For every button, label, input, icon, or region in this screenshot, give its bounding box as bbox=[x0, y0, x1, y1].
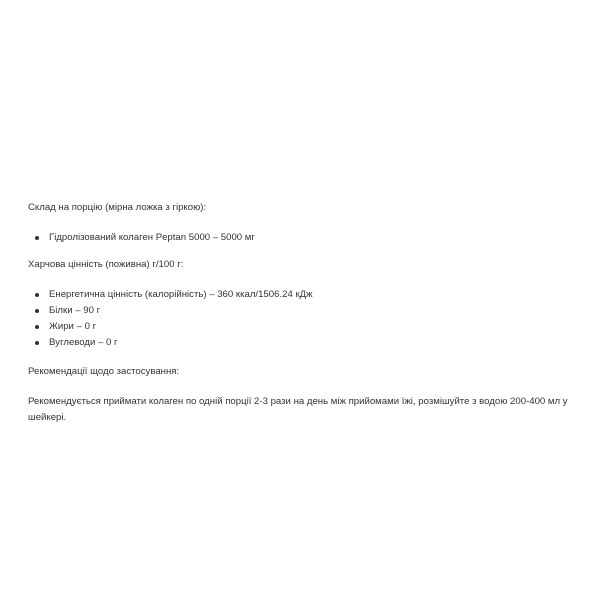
nutrition-list bbox=[28, 287, 576, 350]
bullet-icon bbox=[35, 236, 39, 240]
product-description bbox=[28, 200, 576, 440]
list-item bbox=[28, 319, 576, 334]
bullet-icon bbox=[35, 325, 39, 329]
nutrition-heading: Харчова цінність (поживна) г/100 г: bbox=[28, 259, 184, 270]
list-item-text: Енергетична цінність (калорійність) – 360 ккал/1506.24 кДж bbox=[49, 289, 313, 300]
list-item bbox=[28, 230, 576, 245]
bullet-icon bbox=[35, 309, 39, 313]
list-item-text: Білки – 90 г bbox=[49, 305, 101, 316]
list-item-text: Гідролізований колаген Peptan 5000 – 5000 мг bbox=[49, 232, 255, 243]
list-item-text: Вуглеводи – 0 г bbox=[49, 337, 118, 348]
list-item bbox=[28, 303, 576, 318]
recommendations-text: Рекомендується приймати колаген по одній порції 2-3 рази на день між прийомами їжі, розмішуйте з водою 200-400 мл у шейкері. bbox=[28, 396, 568, 423]
bullet-icon bbox=[35, 341, 39, 345]
composition-list bbox=[28, 230, 576, 245]
recommendations-heading: Рекомендації щодо застосування: bbox=[28, 366, 180, 377]
list-item bbox=[28, 287, 576, 302]
composition-heading: Склад на порцію (мірна ложка з гіркою): bbox=[28, 202, 207, 213]
list-item-text: Жири – 0 г bbox=[49, 321, 97, 332]
bullet-icon bbox=[35, 293, 39, 297]
list-item bbox=[28, 335, 576, 350]
